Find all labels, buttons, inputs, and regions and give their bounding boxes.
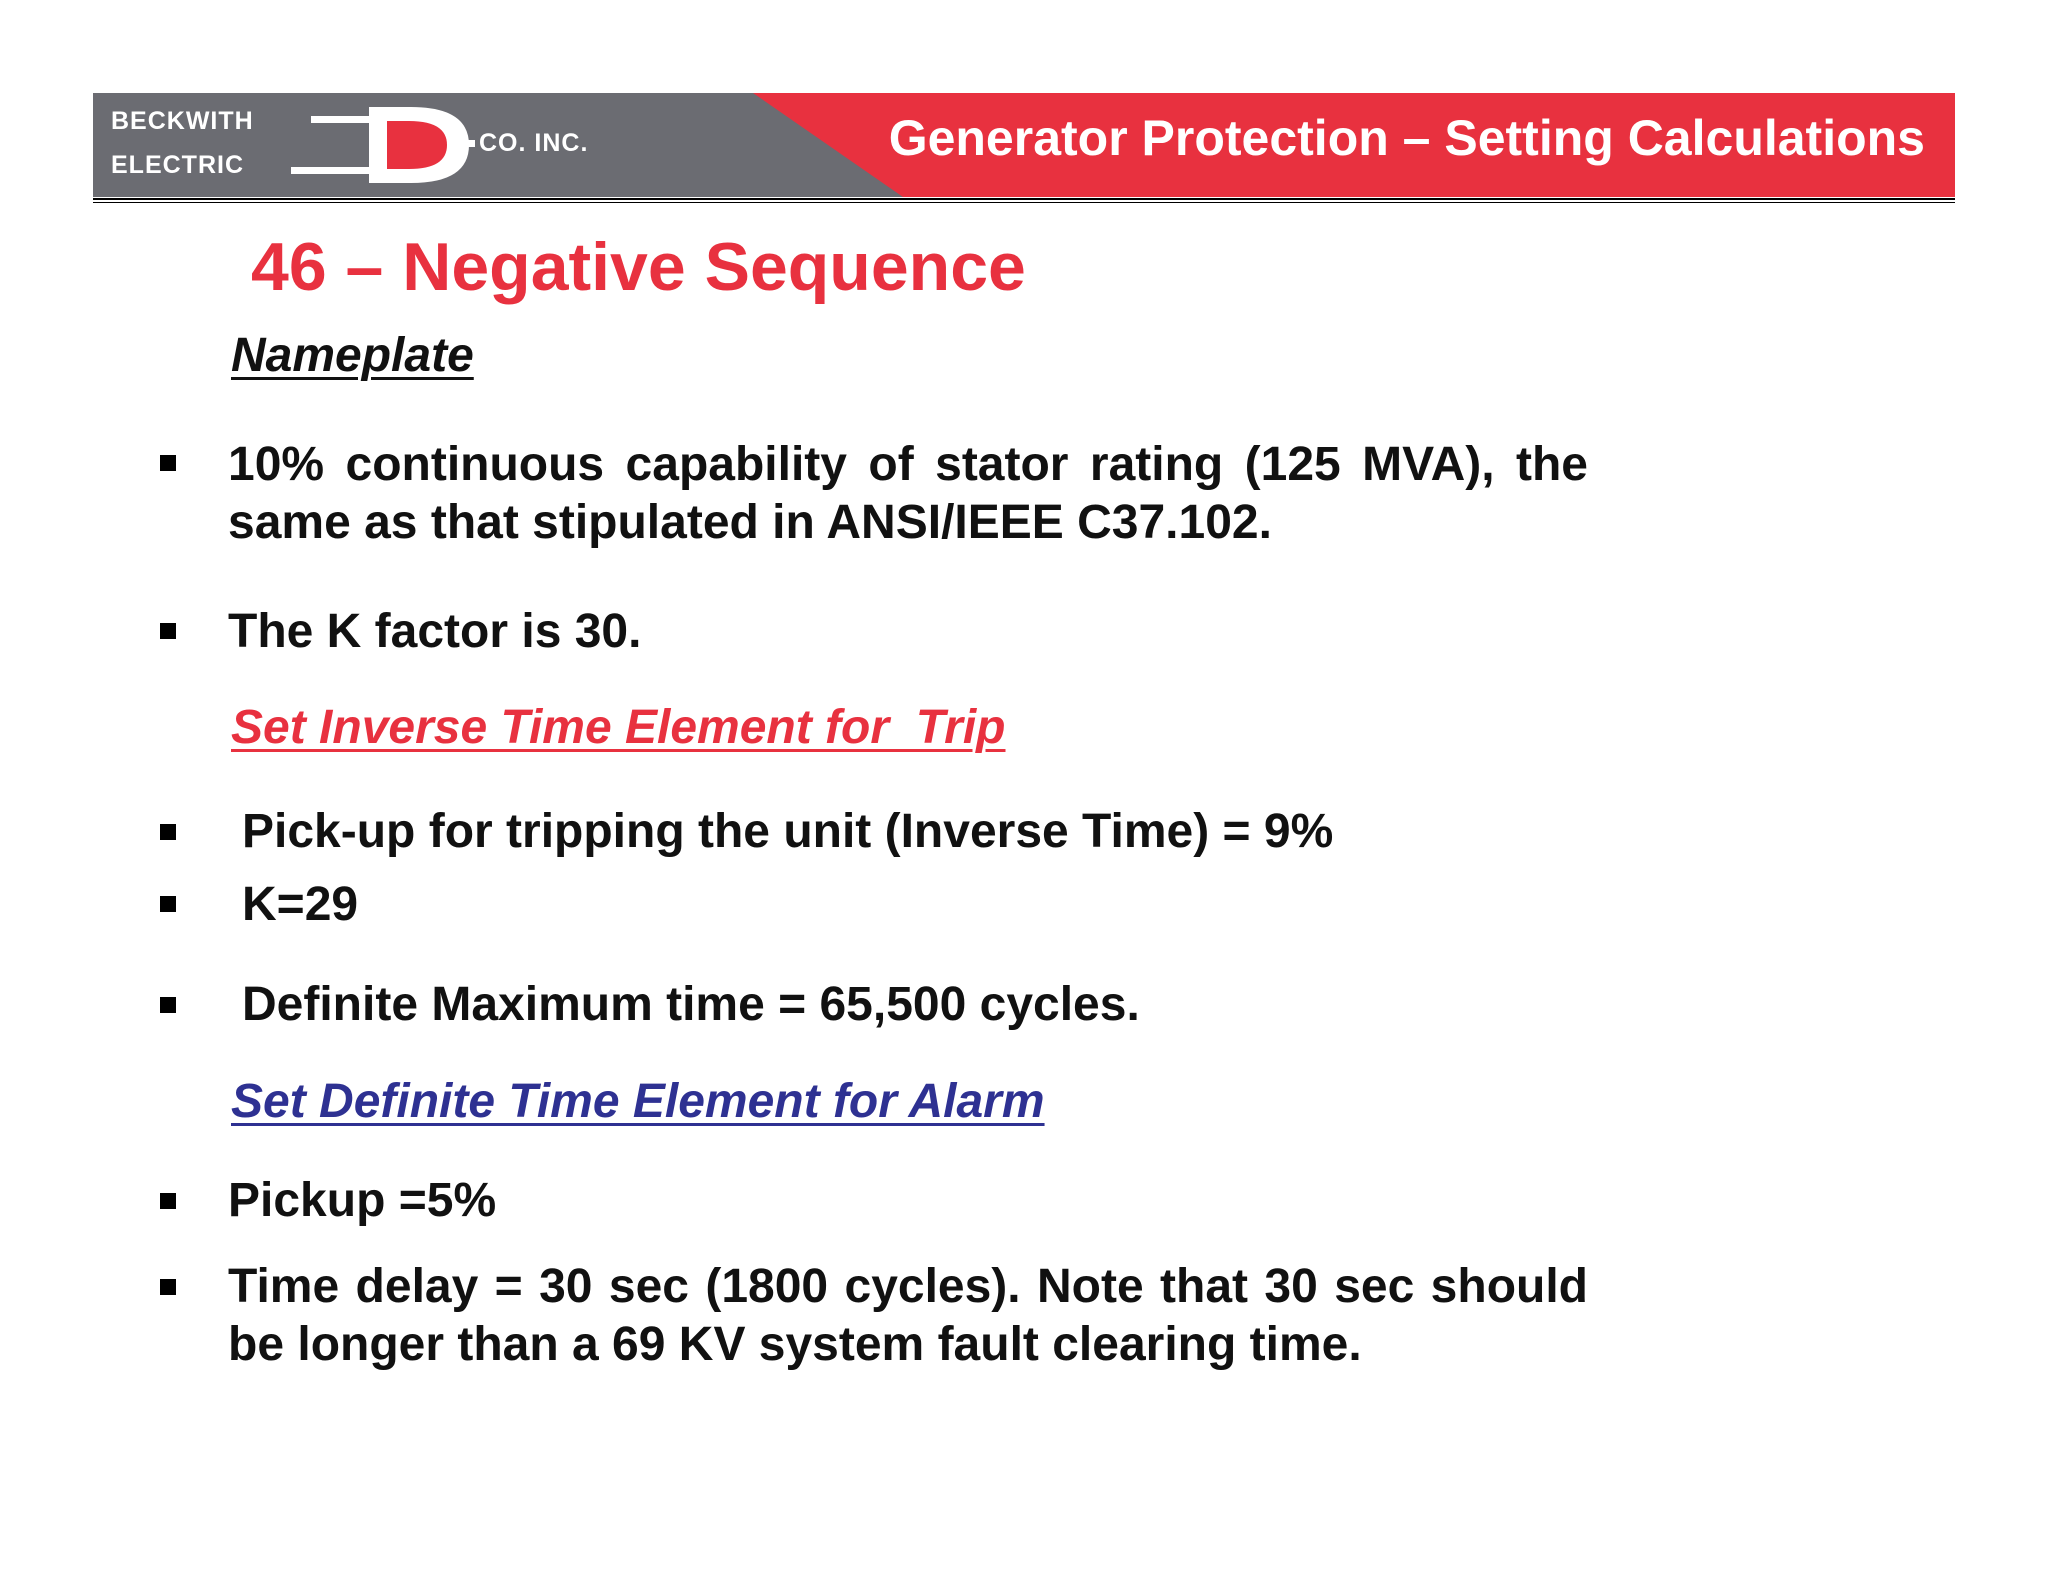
slide-title: 46 – Negative Sequence (251, 229, 1026, 305)
bullet-marker (160, 824, 176, 840)
header-title: Generator Protection – Setting Calculations (888, 110, 1925, 166)
list-item-max-time: Definite Maximum time = 65,500 cycles. (242, 978, 1140, 1031)
bullet-marker (160, 1279, 176, 1295)
logo-text-electric: ELECTRIC (111, 151, 244, 179)
bullet-marker (160, 455, 176, 471)
section-heading-definite-alarm: Set Definite Time Element for Alarm (231, 1075, 1045, 1128)
header-rule-top (93, 198, 1955, 200)
bullet-marker (160, 896, 176, 912)
section-heading-inverse-trip: Set Inverse Time Element for Trip (231, 701, 1006, 754)
list-item-k-setting: K=29 (242, 878, 359, 931)
company-logo (111, 107, 671, 185)
bullet-marker (160, 1193, 176, 1209)
list-item-trip-pickup: Pick-up for tripping the unit (Inverse Time) = 9% (242, 805, 1334, 858)
list-item-stator-capability: 10% continuous capability of stator rating (125 MVA), the same as that stipulated in ANSI/IEEE C37.102. (228, 438, 1588, 549)
logo-text-co-inc: CO. INC. (479, 129, 589, 157)
logo-text-beckwith: BECKWITH (111, 107, 254, 135)
section-heading-nameplate: Nameplate (231, 329, 474, 382)
list-item-alarm-pickup: Pickup =5% (228, 1174, 497, 1227)
bullet-marker (160, 997, 176, 1013)
list-item-k-factor: The K factor is 30. (228, 605, 642, 658)
bullet-marker (160, 623, 176, 639)
header-rule-bottom (93, 202, 1955, 203)
list-item-time-delay: Time delay = 30 sec (1800 cycles). Note that 30 sec should be longer than a 69 KV system fault clearing time. (228, 1260, 1588, 1371)
header-banner (93, 93, 1955, 197)
